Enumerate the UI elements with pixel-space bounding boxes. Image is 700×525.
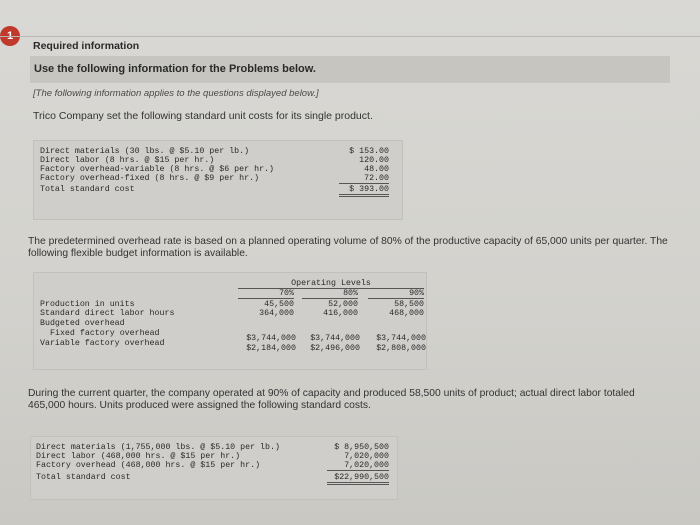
flexible-budget-table [33,272,427,370]
required-information-heading: Required information [33,40,140,52]
fb-cell: 468,000 [389,309,424,318]
std-row-value: 120.00 [359,156,389,165]
fb-cell: 45,500 [264,300,294,309]
applies-note: [The following information applies to the questions displayed below.] [33,88,319,99]
quarter-text: During the current quarter, the company operated at 90% of capacity and produced 58,500 units of product; actual direct labor totaled 465,000 hours. Units produced were assigned the following standard costs. [28,388,635,411]
fb-cell: $2,808,000 [376,344,426,353]
std-total-label: Total standard cost [40,185,135,194]
instructions-banner [30,56,670,83]
std-row-label: Direct materials (30 lbs. @ $5.10 per lb.) [40,147,250,156]
fb-cell: $3,744,000 [376,334,426,343]
assigned-row-value: 7,020,000 [344,452,389,461]
fb-cell: 52,000 [328,300,358,309]
fb-row-label: Fixed factory overhead [50,329,160,338]
std-row-value: 72.00 [339,174,389,184]
top-divider [0,36,700,37]
fb-row-label: Standard direct labor hours [40,309,175,318]
standard-costs-table [33,140,403,220]
assigned-total-value: $22,990,500 [327,473,389,485]
level-header: 70% [238,289,294,299]
fb-cell: 364,000 [259,309,294,318]
fb-row-label: Production in units [40,300,135,309]
std-row-label: Factory overhead-fixed (8 hrs. @ $9 per hr.) [40,174,260,183]
fb-cell: 58,500 [394,300,424,309]
fb-cell: $2,184,000 [246,344,296,353]
fb-cell: 416,000 [323,309,358,318]
assigned-row-label: Direct materials (1,755,000 lbs. @ $5.10 per lb.) [36,443,280,452]
assigned-row-label: Direct labor (468,000 hrs. @ $15 per hr.) [36,452,241,461]
budgeted-overhead-label: Budgeted overhead [40,319,125,328]
std-row-value: 48.00 [364,165,389,174]
use-following-heading: Use the following information for the Problems below. [34,63,316,75]
fb-cell: $2,496,000 [310,344,360,353]
assigned-row-value: $ 8,950,500 [334,443,389,452]
fb-cell: $3,744,000 [310,334,360,343]
fb-row-label: Variable factory overhead [40,339,165,348]
std-row-label: Factory overhead-variable (8 hrs. @ $6 per hr.) [40,165,275,174]
level-header: 80% [302,289,358,299]
intro-text: Trico Company set the following standard unit costs for its single product. [33,110,373,122]
assigned-total-label: Total standard cost [36,473,131,482]
level-header: 90% [368,289,424,299]
assigned-costs-table [30,436,398,500]
fb-cell: $3,744,000 [246,334,296,343]
std-row-value: $ 153.00 [349,147,389,156]
assigned-row-label: Factory overhead (468,000 hrs. @ $15 per hr.) [36,461,261,470]
problem-content [28,40,670,516]
assigned-row-value: 7,020,000 [327,461,389,471]
overhead-text: The predetermined overhead rate is based on a planned operating volume of 80% of the productive capacity of 65,000 units per quarter. The following flexible budget information is available. [28,236,668,259]
std-total-value: $ 393.00 [339,185,389,197]
std-row-label: Direct labor (8 hrs. @ $15 per hr.) [40,156,215,165]
operating-levels-header: Operating Levels [238,279,424,289]
